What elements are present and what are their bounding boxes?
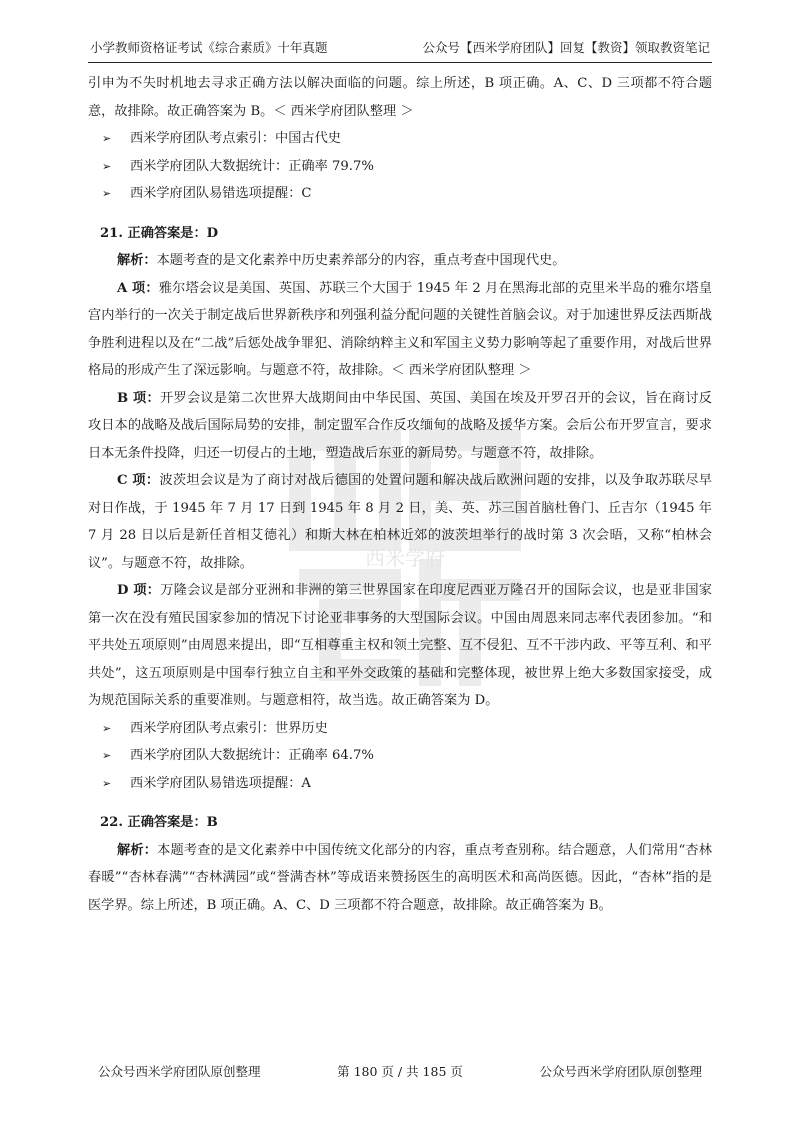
q21-bullet-3: ➢ 西米学府团队易错选项提醒：A <box>88 770 712 798</box>
arrow-icon: ➢ <box>102 187 112 200</box>
q21-option-a: A 项：雅尔塔会议是美国、英国、苏联三个大国于 1945 年 2 月在黑海北部的克里米半岛的雅尔塔皇宫内举行的一次关于制定战后世界新秩序和列强利益分配问题的关键性首脑会议。对于加速世界反法西斯战争胜利进程以及在“二战”后惩处战争罪犯、消除纳粹主义和军国主义势力影响等起了重要作用，对战后世界格局的形成产生了深远影响。与题意不符，故排除。＜ 西米学府团队整理 ＞ <box>88 280 713 378</box>
arrow-icon: ➢ <box>102 721 112 735</box>
arrow-icon: ➢ <box>102 776 112 790</box>
header-left: 小学教师资格证考试《综合素质》十年真题 <box>90 40 328 55</box>
page-footer <box>88 1062 712 1086</box>
watermark-text: 西米学府 <box>365 546 445 570</box>
q22-title: 22. 正确答案是：B <box>100 815 218 830</box>
arrow-icon: ➢ <box>102 749 112 762</box>
header-right: 公众号【西米学府团队】回复【教资】领取教资笔记 <box>422 40 710 55</box>
footer-right: 公众号西米学府团队原创整理 <box>539 1064 702 1079</box>
q21-option-d: D 项：万隆会议是部分亚洲和非洲的第三世界国家在印度尼西亚万隆召开的国际会议，也是亚非国家第一次在没有殖民国家参加的情况下讨论亚非事务的大型国际会议。中国由周恩来同志率代表团参加。“和平共处五项原则”由周恩来提出，即“互相尊重主权和领土完整、互不侵犯、互不干涉内政、平等互利、和平共处”，这五项原则是中国奉行独立自主和平外交政策的基础和完整体现，被世界上绝大多数国家接受，成为规范国际关系的重要准则。与题意相符，故当选。故正确答案为 D。 <box>88 583 712 708</box>
q21-title: 21. 正确答案是：D <box>100 225 219 241</box>
page-content <box>88 70 712 919</box>
intro-bullet-1: ➢ 西米学府团队考点索引：中国古代史 <box>88 125 712 153</box>
q21-bullet-2: ➢ 西米学府团队大数据统计：正确率 64.7% <box>88 742 712 770</box>
q21-option-c: C 项：波茨坦会议是为了商讨对战后德国的处置问题和解决战后欧洲问题的安排，以及争取苏联尽早对日作战，于 1945 年 7 月 17 日到 1945 年 8 月 2 日，美、英、苏三国首脑杜鲁门、丘吉尔（1945 年 7 月 28 日以后是新任首相艾德礼）和斯大林在柏林近郊的波茨坦举行的战时第 3 次会晤，又称“柏林会议”。与题意不符，故排除。 <box>88 473 712 571</box>
page-number: 第 180 页 / 共 185 页 <box>337 1064 463 1079</box>
page-header <box>88 38 712 63</box>
q21-analysis: 解析：本题考查的是文化素养中历史素养部分的内容，重点考查中国现代史。 <box>117 253 566 268</box>
footer-left: 公众号西米学府团队原创整理 <box>98 1064 261 1079</box>
arrow-icon: ➢ <box>102 132 112 145</box>
intro-paragraph: 引申为不失时机地去寻求正确方法以解决面临的问题。综上所述，B 项正确。A、C、D 三项都不符合题意，故排除。故正确答案为 B。＜ 西米学府团队整理 ＞ <box>88 76 712 119</box>
intro-bullet-3: ➢ 西米学府团队易错选项提醒：C <box>88 180 712 208</box>
arrow-icon: ➢ <box>102 159 112 173</box>
q21-option-b: B 项：开罗会议是第二次世界大战期间由中华民国、英国、美国在埃及开罗召开的会议，旨在商讨反攻日本的战略及战后国际局势的安排，制定盟军合作反攻缅甸的战略及援华方案。会后公布开罗宣言，要求日本无条件投降，归还一切侵占的土地，塑造战后东亚的新局势。与题意不符，故排除。 <box>88 390 712 461</box>
q21-bullet-1: ➢ 西米学府团队考点索引：世界历史 <box>88 715 712 743</box>
q22-analysis: 解析：本题考查的是文化素养中中国传统文化部分的内容，重点考查别称。结合题意，人们常用“杏林春暖”“杏林春满”“杏林满园”或“誉满杏林”等成语来赞扬医生的高明医术和高尚医德。因此，“杏林”指的是医学界。综上所述，B 项正确。A、C、D 三项都不符合题意，故排除。故正确答案为 B。 <box>88 842 712 913</box>
intro-bullet-2: ➢ 西米学府团队大数据统计：正确率 79.7% <box>88 153 712 181</box>
